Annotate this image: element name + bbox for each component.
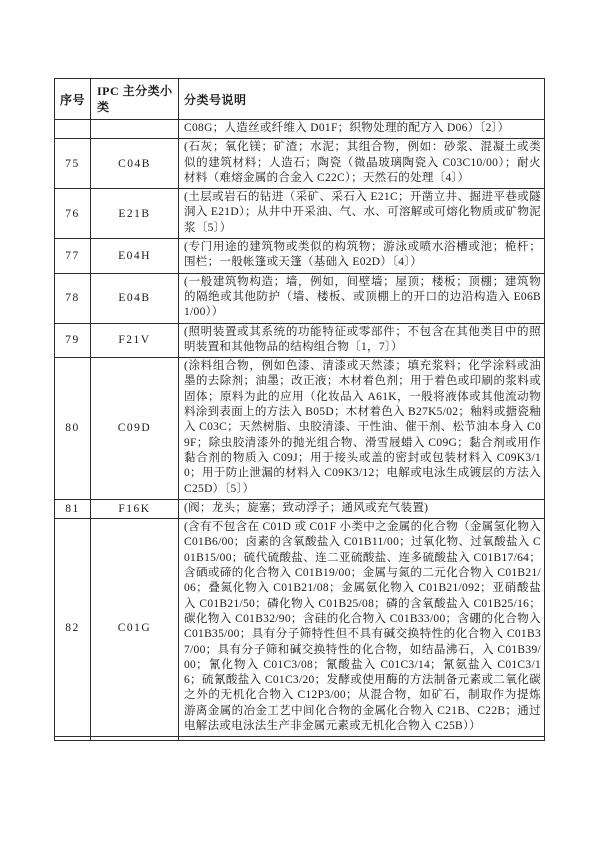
- table-row: [55, 139, 545, 189]
- description-cell: (石灰；氧化镁；矿渣；水泥；其组合物，例如：砂浆、混凝土或类似的建筑材料；人造石；陶瓷（微晶玻璃陶瓷入 C03C10/00）；耐火材料（难熔金属的合金入 C22C）；天然石的处理〔4〕）: [179, 139, 545, 189]
- description-cell: C08G；人造丝或纤维入 D01F；织物处理的配方入 D06）〔2〕）: [179, 120, 545, 139]
- table-row: [55, 519, 545, 737]
- ipc-code-cell: C04B: [91, 139, 179, 189]
- row-number-cell: [55, 737, 91, 741]
- table-row: [55, 358, 545, 500]
- description-cell: (涂料组合物，例如色漆、清漆或天然漆；填充浆料；化学涂料或油墨的去除剂；油墨；改正液；木材着色剂；用于着色或印刷的浆料或固体；原料为此的应用（化妆品入 A61K，一般将液体或其他流动物料涂到表面上的方法入 B05D；木材着色入 B27K5/02；釉料或搪瓷釉入 C03C；天然树脂、虫胶清漆、干性油、催干剂、松节油本身入 C09F；除虫胶清漆外的抛光组合物、滑雪屐蜡入 C09G；黏合剂或用作黏合剂的物质入 C09J；用于接头或盖的密封或包装材料入 C09K3/10；用于防止泄漏的材料入 C09K3/12；电解或电泳生成镀层的方法入 C25D）〔5〕）: [179, 358, 545, 500]
- table-row: [55, 323, 545, 358]
- ipc-code-cell: E04B: [91, 273, 179, 323]
- ipc-code-cell: F21V: [91, 323, 179, 358]
- table-row: [55, 737, 545, 741]
- description-cell: (一般建筑物构造；墙，例如，间壁墙；屋顶；楼板；顶棚；建筑物的隔绝或其他防护（墙、楼板、或顶棚上的开口的边沿构造入 E06B1/00））: [179, 273, 545, 323]
- row-number-cell: 82: [55, 519, 91, 737]
- row-number-cell: 81: [55, 499, 91, 518]
- table-row: [55, 499, 545, 518]
- ipc-code-cell: F16K: [91, 499, 179, 518]
- description-cell: (土层或岩石的钻进（采矿、采石入 E21C；开凿立井、掘进平巷或隧洞入 E21D）；从井中开采油、气、水、可溶解或可熔化物质或矿物泥浆〔5〕）: [179, 189, 545, 239]
- row-number-cell: 77: [55, 239, 91, 274]
- table-row: [55, 120, 545, 139]
- ipc-code-cell: E21B: [91, 189, 179, 239]
- table-row: [55, 273, 545, 323]
- ipc-code-cell: [91, 120, 179, 139]
- ipc-classification-table: [54, 78, 545, 741]
- ipc-code-cell: E04H: [91, 239, 179, 274]
- ipc-code-cell: [91, 737, 179, 741]
- description-cell: (含有不包含在 C01D 或 C01F 小类中之金属的化合物（金属氢化物入 C01B6/00；卤素的含氧酸盐入 C01B11/00；过氧化物、过氧酸盐入 C01B15/00；硫代硫酸盐、连二亚硫酸盐、连多硫酸盐入 C01B17/64；含硒或碲的化合物入 C01B19/00；金属与氮的二元化合物入 C01B21/06；叠氮化物入 C01B21/08；金属氨化物入 C01B21/092；亚硝酸盐入 C01B21/50；磷化物入 C01B25/08；磷的含氧酸盐入 C01B25/16；碳化物入 C01B32/90；含硅的化合物入 C01B33/00；含硼的化合物入 C01B35/00；具有分子筛特性但不具有碱交换特性的化合物入 C01B37/00；具有分子筛和碱交换特性的化合物，如结晶沸石，入 C01B39/00；氰化物入 C01C3/08；氰酸盐入 C01C3/14；氰氨盐入 C01C3/16；硫氰酸盐入 C01C3/20；发酵或使用酶的方法制备元素或二氧化碳之外的无机化合物入 C12P3/00；从混合物，如矿石，制取作为提炼游离金属的冶金工艺中间化合物的金属化合物入 C21B、C22B；通过电解法或电泳法生产非金属元素或无机化合物入 C25B））: [179, 519, 545, 737]
- row-number-cell: 78: [55, 273, 91, 323]
- table-header-row: [55, 79, 545, 120]
- ipc-code-cell: C09D: [91, 358, 179, 500]
- table-row: [55, 239, 545, 274]
- description-cell: (阀；龙头；旋塞；致动浮子；通风或充气装置): [179, 499, 545, 518]
- header-description: 分类号说明: [179, 79, 545, 120]
- row-number-cell: 76: [55, 189, 91, 239]
- table-row: [55, 189, 545, 239]
- row-number-cell: 79: [55, 323, 91, 358]
- description-cell: (照明装置或其系统的功能特征或零部件；不包含在其他类目中的照明装置和其他物品的结构组合物〔1，7〕）: [179, 323, 545, 358]
- description-cell: (专门用途的建筑物或类似的构筑物；游泳或喷水浴槽或池；桅杆；围栏；一般帐篷或天篷（基础入 E02D）〔4〕）: [179, 239, 545, 274]
- header-ipc-subclass: IPC 主分类小类: [91, 79, 179, 120]
- description-cell: [179, 737, 545, 741]
- row-number-cell: [55, 120, 91, 139]
- header-serial-number: 序号: [55, 79, 91, 120]
- row-number-cell: 80: [55, 358, 91, 500]
- ipc-code-cell: C01G: [91, 519, 179, 737]
- row-number-cell: 75: [55, 139, 91, 189]
